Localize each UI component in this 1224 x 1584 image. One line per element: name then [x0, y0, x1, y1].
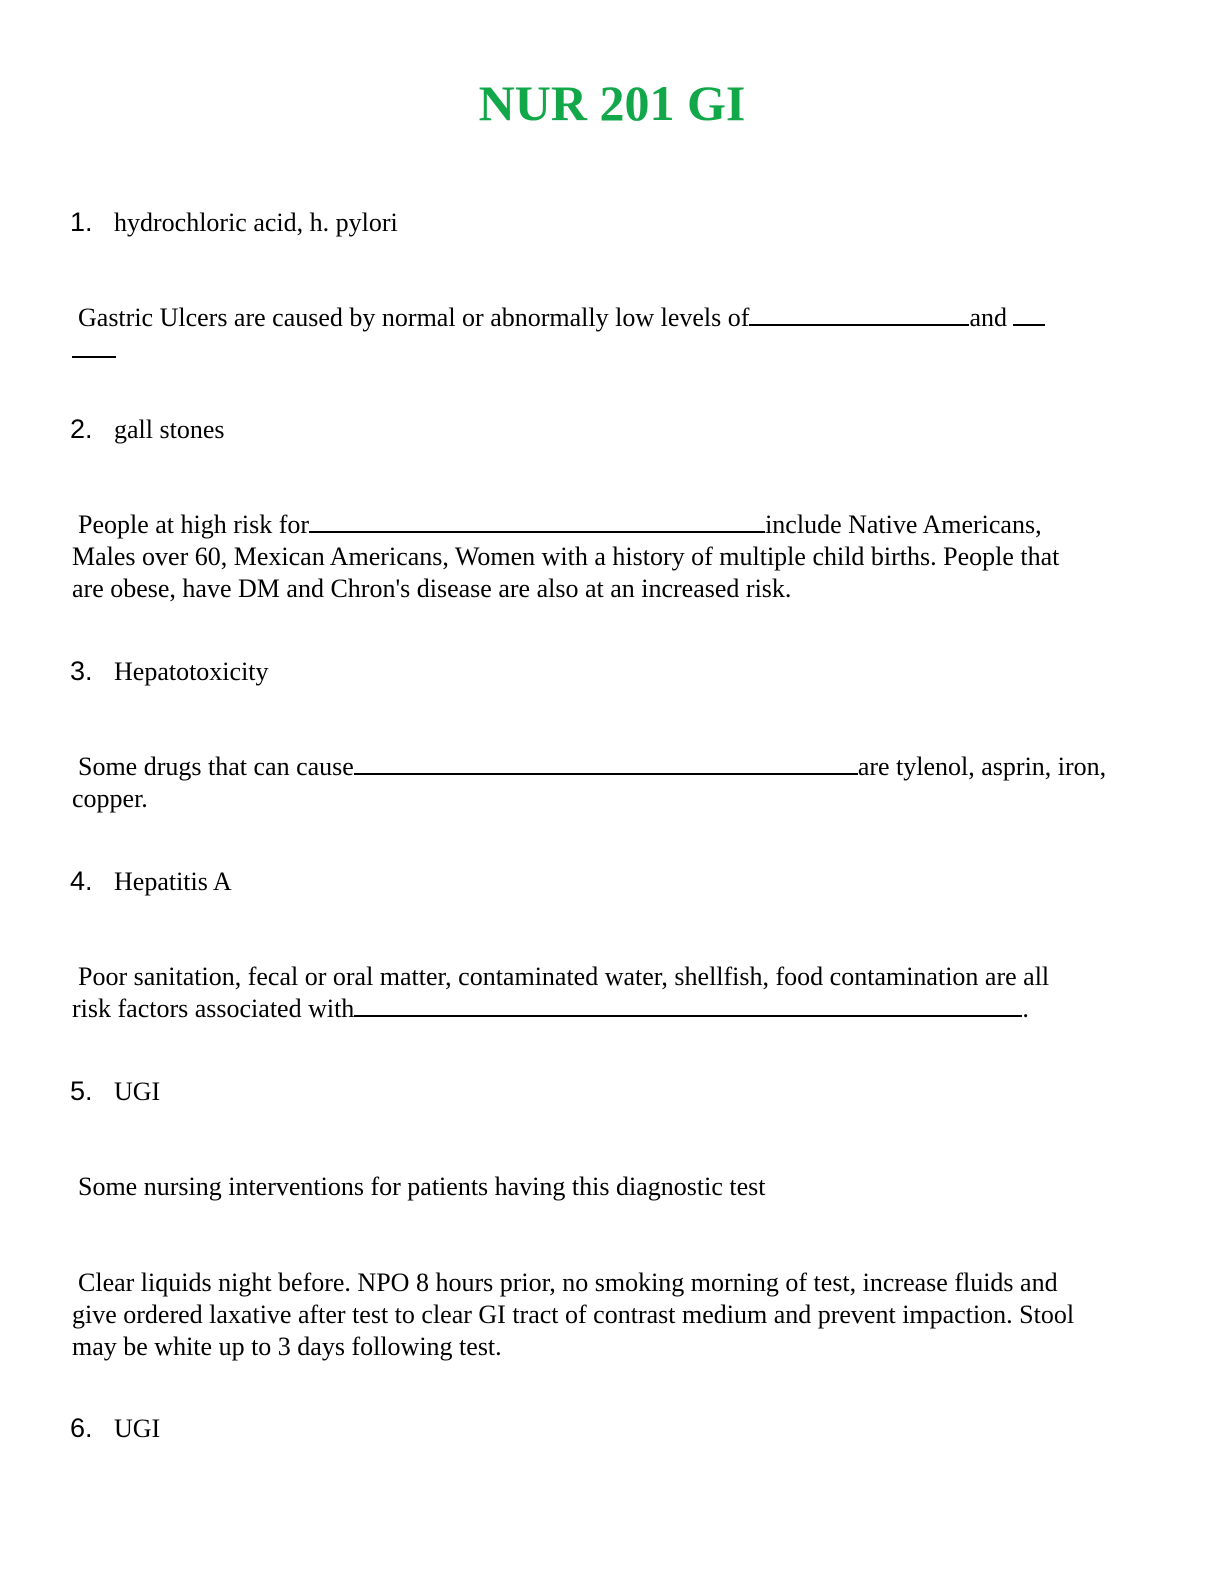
fill-blank — [309, 509, 765, 533]
question-3-text: Some drugs that can cause are tylenol, asprin, iron, copper. — [72, 752, 1107, 813]
answer-1 — [70, 206, 398, 239]
fill-blank — [749, 302, 969, 326]
question-number: 1. — [70, 207, 93, 237]
question-2-text: People at high risk for include Native Americans, Males over 60, Mexican Americans, Women with a history of multiple child births. People that are obese, have DM and Chron's disease are also at an increased risk. — [72, 510, 1060, 603]
question-5-answer-detail: Clear liquids night before. NPO 8 hours prior, no smoking morning of test, increase fluids and give ordered laxative after test to clear GI tract of contrast medium and prevent impaction. Stool may be white up to 3 days following test. — [72, 1268, 1075, 1361]
answer-text: gall stones — [114, 415, 225, 444]
answer-3 — [70, 655, 269, 688]
question-1-text: Gastric Ulcers are caused by normal or abnormally low levels of and — [72, 302, 1152, 366]
answer-text: Hepatitis A — [114, 867, 232, 896]
question-number: 2. — [70, 414, 93, 444]
question-number: 6. — [70, 1413, 93, 1443]
answer-6 — [70, 1412, 160, 1445]
answer-text: UGI — [114, 1414, 161, 1443]
answer-text: Hepatotoxicity — [114, 657, 269, 686]
fill-blank — [354, 993, 1022, 1017]
answer-5 — [70, 1075, 160, 1108]
question-4-text: Poor sanitation, fecal or oral matter, contaminated water, shellfish, food contamination are all risk factors associated with . — [72, 962, 1050, 1023]
answer-text: UGI — [114, 1077, 161, 1106]
question-number: 3. — [70, 656, 93, 686]
fill-blank — [354, 751, 858, 775]
answer-2 — [70, 413, 225, 446]
page-title: NUR 201 GI — [478, 75, 746, 131]
answer-4 — [70, 865, 232, 898]
question-5-text: Some nursing interventions for patients having this diagnostic test — [78, 1172, 766, 1201]
fill-blank — [1013, 302, 1045, 326]
fill-blank — [72, 334, 116, 358]
question-number: 4. — [70, 866, 93, 896]
answer-text: hydrochloric acid, h. pylori — [114, 208, 398, 237]
question-number: 5. — [70, 1076, 93, 1106]
